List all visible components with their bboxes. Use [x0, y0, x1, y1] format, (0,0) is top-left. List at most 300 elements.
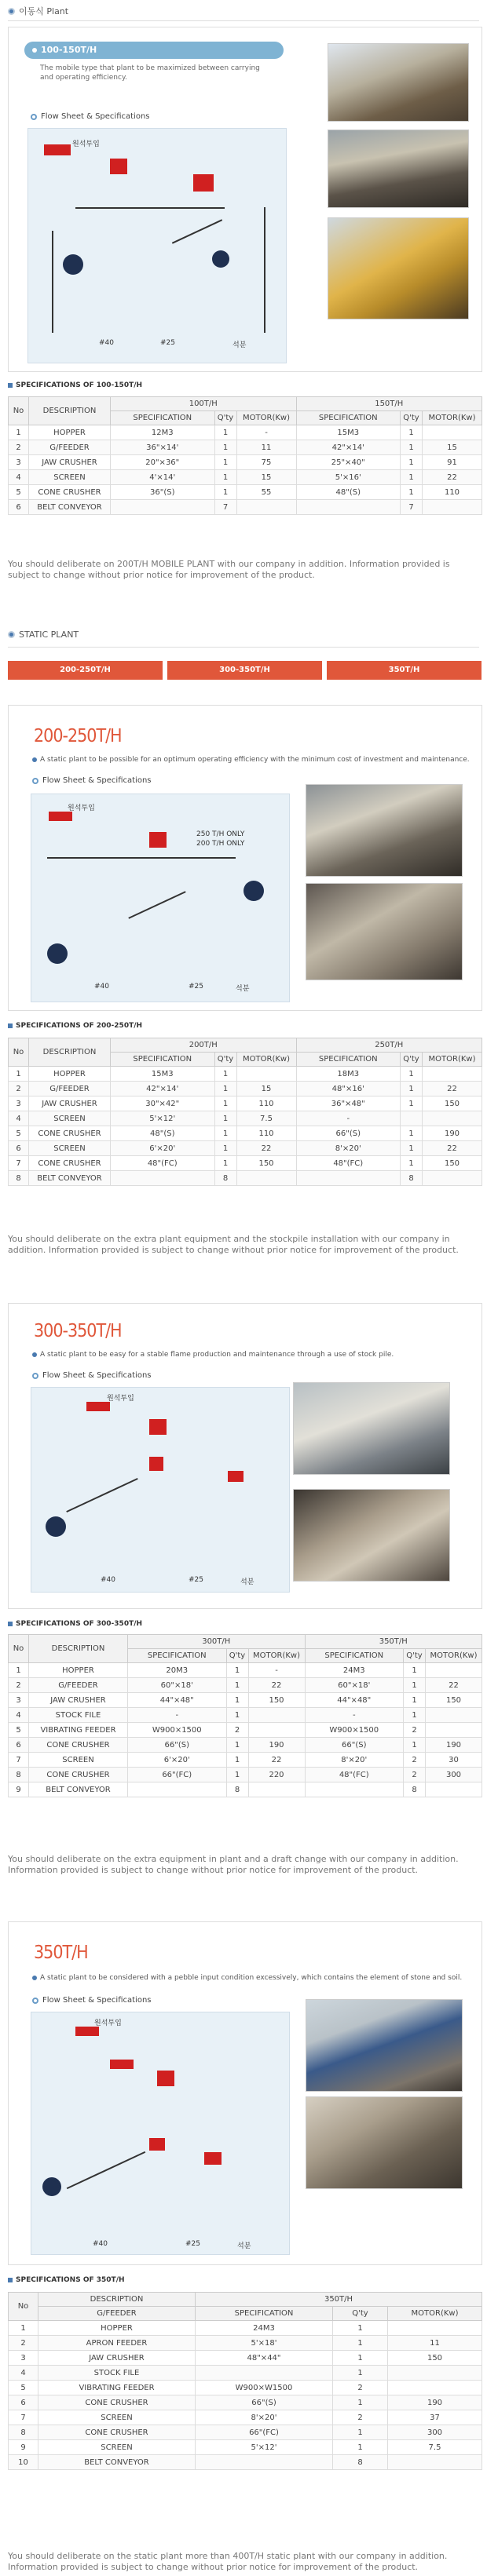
- table-cell: 36"(S): [111, 485, 215, 500]
- table-cell: 42"×14': [111, 1082, 215, 1096]
- table-row: [9, 455, 482, 470]
- table-cell: 1: [214, 1111, 236, 1126]
- crusher-shape: [46, 1516, 66, 1537]
- table-cell: 15M3: [296, 425, 401, 440]
- header-motor: MOTOR(Kw): [388, 2307, 482, 2321]
- header-motor: MOTOR(Kw): [248, 1649, 305, 1663]
- table-cell: 1: [401, 1156, 423, 1171]
- table-cell: 1: [401, 1082, 423, 1096]
- table-cell: 110: [236, 1096, 296, 1111]
- table-cell: 150: [423, 1096, 482, 1111]
- table-cell: 1: [214, 470, 236, 485]
- table-cell: BELT CONVEYOR: [29, 1782, 128, 1797]
- table-cell: BELT CONVEYOR: [29, 500, 111, 515]
- table-cell: 1: [9, 2321, 38, 2336]
- cone-crusher-shape: [149, 2138, 165, 2151]
- table-cell: 3: [9, 2351, 38, 2366]
- table-row: [9, 2425, 482, 2440]
- table-row: [9, 2455, 482, 2470]
- table-cell: 5: [9, 1723, 29, 1738]
- table-cell: 1: [226, 1693, 248, 1708]
- table-cell: G/FEEDER: [29, 440, 111, 455]
- table-cell: 1: [401, 1126, 423, 1141]
- circle-icon: [32, 778, 38, 784]
- cone-crusher-shape: [149, 1457, 163, 1471]
- output-40-label: #40: [99, 339, 114, 347]
- table-cell: 8'×20': [305, 1753, 404, 1768]
- raw-input-label: 원석투입: [72, 140, 100, 148]
- table-cell: 66"(S): [296, 1126, 401, 1141]
- table-cell: 1: [226, 1708, 248, 1723]
- table-row: [9, 1753, 482, 1768]
- capacity-pill: 100-150T/H: [24, 42, 284, 59]
- table-cell: 7.5: [388, 2440, 482, 2455]
- table-cell: 150: [423, 1156, 482, 1171]
- table-cell: 48"(S): [111, 1126, 215, 1141]
- table-cell: 5'×16': [296, 470, 401, 485]
- spec-table-mobile: [8, 396, 482, 515]
- table-cell: 75: [236, 455, 296, 470]
- table-cell: HOPPER: [29, 1663, 128, 1678]
- table-cell: 48"×44": [196, 2351, 333, 2366]
- table-cell: 1: [214, 485, 236, 500]
- table-cell: VIBRATING FEEDER: [29, 1723, 128, 1738]
- table-cell: 30"×42": [111, 1096, 215, 1111]
- square-icon: [8, 1622, 13, 1626]
- spec-title: SPECIFICATIONS OF 100-150T/H: [8, 381, 142, 389]
- table-cell: 1: [226, 1768, 248, 1782]
- table-cell: 20"×36": [111, 455, 215, 470]
- jaw-crusher-shape: [149, 832, 167, 848]
- footnote: You should deliberate on the extra equipment in plant and a draft change with our company in addition. Information provided is subject to change without prior notice for improvement of the product.: [8, 1854, 459, 1875]
- table-cell: 300: [426, 1768, 482, 1782]
- feeder-shape: [110, 2060, 134, 2069]
- table-cell: 1: [404, 1738, 426, 1753]
- table-row: [9, 1171, 482, 1186]
- table-cell: [296, 500, 401, 515]
- table-cell: -: [296, 1111, 401, 1126]
- table-cell: 7.5: [236, 1111, 296, 1126]
- table-cell: 66"(FC): [196, 2425, 333, 2440]
- table-cell: 8: [214, 1171, 236, 1186]
- flow-sheet-title: Flow Sheet & Specifications: [32, 1996, 152, 2005]
- header-description: DESCRIPTION: [38, 2293, 196, 2307]
- table-cell: 55: [236, 485, 296, 500]
- table-cell: [111, 1171, 215, 1186]
- table-cell: 3: [9, 1096, 29, 1111]
- table-cell: 12M3: [111, 425, 215, 440]
- table-cell: CONE CRUSHER: [29, 1126, 111, 1141]
- crusher-shape: [228, 1471, 244, 1482]
- table-cell: 1: [404, 1693, 426, 1708]
- table-cell: 190: [426, 1738, 482, 1753]
- conveyor-line: [52, 231, 53, 333]
- table-cell: 7: [9, 1156, 29, 1171]
- table-cell: [388, 2321, 482, 2336]
- plant-title: 350T/H: [34, 1943, 88, 1963]
- table-cell: 1: [333, 2366, 388, 2381]
- table-cell: 1: [404, 1663, 426, 1678]
- table-cell: 5: [9, 485, 29, 500]
- table-cell: 4: [9, 1708, 29, 1723]
- table-cell: 22: [248, 1753, 305, 1768]
- note-250-only: 250 T/H ONLY: [196, 830, 245, 838]
- mobile-plant-box: [8, 27, 482, 372]
- flow-diagram: [31, 1387, 290, 1593]
- table-row: [9, 1111, 482, 1126]
- table-cell: 15M3: [111, 1067, 215, 1082]
- table-cell: 11: [388, 2336, 482, 2351]
- table-cell: 1: [214, 1082, 236, 1096]
- table-cell: W900×1500: [305, 1723, 404, 1738]
- table-cell: 8'×20': [196, 2410, 333, 2425]
- table-cell: 48"×16': [296, 1082, 401, 1096]
- table-cell: 2: [9, 2336, 38, 2351]
- spec-title: SPECIFICATIONS OF 300-350T/H: [8, 1620, 142, 1628]
- output-40-label: #40: [101, 1576, 115, 1584]
- table-cell: [423, 425, 482, 440]
- table-row: [9, 2395, 482, 2410]
- table-cell: 25"×40": [296, 455, 401, 470]
- circle-icon: [32, 1373, 38, 1379]
- header-motor: MOTOR(Kw): [426, 1649, 482, 1663]
- table-cell: HOPPER: [38, 2321, 196, 2336]
- header-spec: SPECIFICATION: [128, 1649, 227, 1663]
- table-cell: 44"×48": [305, 1693, 404, 1708]
- table-cell: 22: [236, 1141, 296, 1156]
- plant-note: A static plant to be easy for a stable flame production and maintenance through a use of stock pile.: [32, 1351, 394, 1359]
- table-cell: CONE CRUSHER: [29, 1738, 128, 1753]
- header-capacity: 100T/H: [111, 397, 297, 411]
- table-cell: 1: [214, 440, 236, 455]
- table-cell: SCREEN: [29, 1111, 111, 1126]
- flow-diagram: [31, 794, 290, 1002]
- table-cell: 66"(S): [196, 2395, 333, 2410]
- section-title-mobile: 이동식 Plant: [8, 5, 68, 17]
- table-cell: 22: [423, 1082, 482, 1096]
- header-qty: Q'ty: [214, 411, 236, 425]
- plant-350-box: [8, 1921, 482, 2265]
- bullet-icon: [8, 631, 15, 638]
- plant-note: A static plant to be possible for an optimum operating efficiency with the minimum cost of investment and maintenance.: [32, 756, 470, 764]
- output-sand-label: 석분: [233, 341, 247, 349]
- table-cell: -: [248, 1663, 305, 1678]
- table-cell: 1: [226, 1678, 248, 1693]
- table-cell: [236, 1171, 296, 1186]
- crusher-shape: [204, 2152, 222, 2165]
- table-cell: 5'×12': [196, 2440, 333, 2455]
- table-cell: 36"×14': [111, 440, 215, 455]
- table-cell: SCREEN: [38, 2440, 196, 2455]
- table-row: [9, 2440, 482, 2455]
- table-cell: HOPPER: [29, 1067, 111, 1082]
- table-cell: 8: [401, 1171, 423, 1186]
- header-qty: Q'ty: [401, 1053, 423, 1067]
- circle-icon: [31, 114, 37, 120]
- raw-input-label: 원석투입: [68, 805, 95, 812]
- table-cell: 1: [214, 1096, 236, 1111]
- table-cell: 1: [333, 2351, 388, 2366]
- table-cell: [423, 1111, 482, 1126]
- header-spec: SPECIFICATION: [196, 2307, 333, 2321]
- table-cell: 1: [214, 455, 236, 470]
- flow-sheet-title: Flow Sheet & Specifications: [32, 776, 152, 785]
- output-sand-label: 석분: [236, 985, 250, 993]
- table-cell: 48"(FC): [305, 1768, 404, 1782]
- table-cell: 5: [9, 2381, 38, 2395]
- table-cell: 8: [9, 2425, 38, 2440]
- table-cell: 8: [9, 1171, 29, 1186]
- table-cell: 2: [226, 1723, 248, 1738]
- table-cell: 8: [9, 1768, 29, 1782]
- table-cell: 48"(FC): [296, 1156, 401, 1171]
- table-cell: 8: [404, 1782, 426, 1797]
- header-spec: SPECIFICATION: [111, 1053, 215, 1067]
- table-row: [9, 1723, 482, 1738]
- table-cell: 3: [9, 1693, 29, 1708]
- table-cell: SCREEN: [29, 470, 111, 485]
- header-no: No: [9, 2293, 38, 2321]
- table-cell: [248, 1708, 305, 1723]
- table-cell: 6: [9, 2395, 38, 2410]
- table-cell: [423, 1067, 482, 1082]
- table-cell: 3: [9, 455, 29, 470]
- table-cell: JAW CRUSHER: [38, 2351, 196, 2366]
- conveyor-line: [264, 207, 265, 333]
- table-row: [9, 1067, 482, 1082]
- table-cell: [111, 500, 215, 515]
- header-spec: SPECIFICATION: [111, 411, 215, 425]
- table-cell: 20M3: [128, 1663, 227, 1678]
- header-motor: MOTOR(Kw): [423, 1053, 482, 1067]
- dot-icon: [32, 1976, 37, 1980]
- header-description: DESCRIPTION: [29, 1038, 111, 1067]
- table-cell: 150: [248, 1693, 305, 1708]
- table-cell: BELT CONVEYOR: [29, 1171, 111, 1186]
- table-cell: 18M3: [296, 1067, 401, 1082]
- table-cell: 2: [9, 440, 29, 455]
- plant-photo: [306, 883, 463, 980]
- table-row: [9, 2351, 482, 2366]
- table-cell: 91: [423, 455, 482, 470]
- table-cell: G/FEEDER: [29, 1082, 111, 1096]
- table-cell: 60"×18': [128, 1678, 227, 1693]
- table-cell: [196, 2455, 333, 2470]
- output-sand-label: 석분: [240, 1578, 254, 1586]
- table-cell: [426, 1723, 482, 1738]
- table-cell: 1: [333, 2425, 388, 2440]
- table-cell: [236, 500, 296, 515]
- output-25-label: #25: [185, 2240, 200, 2248]
- table-cell: 8: [333, 2455, 388, 2470]
- tab-200-250[interactable]: 200-250T/H: [8, 661, 163, 680]
- hopper-shape: [44, 144, 71, 155]
- table-cell: 22: [423, 470, 482, 485]
- table-cell: 9: [9, 2440, 38, 2455]
- dot-icon: [32, 757, 37, 762]
- table-cell: HOPPER: [29, 425, 111, 440]
- spec-table-200: [8, 1038, 482, 1186]
- table-cell: 7: [9, 1753, 29, 1768]
- header-qty: Q'ty: [214, 1053, 236, 1067]
- table-cell: 1: [401, 1141, 423, 1156]
- header-spec: SPECIFICATION: [305, 1649, 404, 1663]
- table-cell: 1: [404, 1678, 426, 1693]
- table-row: [9, 1708, 482, 1723]
- table-cell: STOCK FILE: [29, 1708, 128, 1723]
- table-cell: 7: [214, 500, 236, 515]
- header-no: No: [9, 1038, 29, 1067]
- table-cell: [426, 1708, 482, 1723]
- table-cell: [305, 1782, 404, 1797]
- plant-300-box: [8, 1303, 482, 1609]
- table-cell: STOCK FILE: [38, 2366, 196, 2381]
- header-capacity: 250T/H: [296, 1038, 482, 1053]
- raw-input-label: 원석투입: [94, 2020, 122, 2027]
- table-row: [9, 2336, 482, 2351]
- header-capacity: 350T/H: [305, 1635, 482, 1649]
- plant-photo: [328, 217, 469, 319]
- crusher-shape: [212, 250, 229, 268]
- flow-sheet-title: Flow Sheet & Specifications: [31, 112, 150, 121]
- table-cell: 150: [236, 1156, 296, 1171]
- output-40-label: #40: [93, 2240, 108, 2248]
- table-row: [9, 1126, 482, 1141]
- table-cell: 2: [404, 1768, 426, 1782]
- cone-crusher-shape: [193, 174, 214, 192]
- table-cell: 15: [236, 470, 296, 485]
- tab-300-350[interactable]: 300-350T/H: [167, 661, 322, 680]
- jaw-crusher-shape: [157, 2071, 174, 2086]
- table-cell: SCREEN: [29, 1753, 128, 1768]
- table-cell: 150: [426, 1693, 482, 1708]
- table-cell: CONE CRUSHER: [38, 2425, 196, 2440]
- table-cell: 190: [248, 1738, 305, 1753]
- conveyor-line: [75, 207, 225, 209]
- header-no: No: [9, 397, 29, 425]
- table-cell: 6'×20': [128, 1753, 227, 1768]
- table-cell: APRON FEEDER: [38, 2336, 196, 2351]
- table-cell: [236, 1067, 296, 1082]
- table-cell: 2: [333, 2410, 388, 2425]
- table-cell: 1: [226, 1753, 248, 1768]
- conveyor-line: [47, 857, 236, 859]
- raw-input-label: 원석투입: [107, 1395, 134, 1403]
- table-cell: SCREEN: [29, 1141, 111, 1156]
- table-cell: 15: [423, 440, 482, 455]
- table-cell: 48"(FC): [111, 1156, 215, 1171]
- table-row: [9, 1141, 482, 1156]
- header-qty: Q'ty: [401, 411, 423, 425]
- table-cell: JAW CRUSHER: [29, 455, 111, 470]
- table-row: [9, 425, 482, 440]
- header-motor: MOTOR(Kw): [423, 411, 482, 425]
- table-cell: 36"×48": [296, 1096, 401, 1111]
- table-cell: [248, 1723, 305, 1738]
- table-cell: [401, 1111, 423, 1126]
- table-cell: 24M3: [305, 1663, 404, 1678]
- table-cell: [423, 1171, 482, 1186]
- table-cell: -: [236, 425, 296, 440]
- hopper-shape: [86, 1402, 110, 1411]
- table-cell: 1: [9, 425, 29, 440]
- table-row: [9, 470, 482, 485]
- plant-photo: [328, 43, 469, 122]
- table-cell: JAW CRUSHER: [29, 1693, 128, 1708]
- table-cell: JAW CRUSHER: [29, 1096, 111, 1111]
- section-title-static: STATIC PLANT: [8, 629, 79, 640]
- plant-200-box: [8, 705, 482, 1011]
- dot-icon: [32, 1352, 37, 1357]
- spec-table-350: [8, 2292, 482, 2470]
- circle-icon: [32, 1998, 38, 2004]
- header-capacity: 350T/H: [196, 2293, 482, 2307]
- table-cell: CONE CRUSHER: [29, 485, 111, 500]
- table-cell: 6: [9, 1141, 29, 1156]
- plant-title: 300-350T/H: [34, 1321, 122, 1341]
- table-row: [9, 1678, 482, 1693]
- footnote: You should deliberate on 200T/H MOBILE PLANT with our company in addition. Information provided is subject to change without prior notice for improvement of the product.: [8, 559, 450, 580]
- footnote: You should deliberate on the static plant more than 400T/H static plant with our company in addition. Information provided is subject to change without prior notice for improvement of the product.: [8, 2551, 448, 2572]
- crusher-shape: [47, 943, 68, 964]
- table-cell: 6: [9, 1738, 29, 1753]
- note-200-only: 200 T/H ONLY: [196, 840, 245, 848]
- table-cell: 4: [9, 2366, 38, 2381]
- table-row: [9, 1738, 482, 1753]
- table-cell: 2: [9, 1082, 29, 1096]
- spec-title: SPECIFICATIONS OF 350T/H: [8, 2276, 125, 2284]
- table-cell: 30: [426, 1753, 482, 1768]
- plant-photo: [328, 130, 469, 208]
- table-cell: [426, 1782, 482, 1797]
- table-row: [9, 2366, 482, 2381]
- plant-photo: [306, 784, 463, 877]
- table-cell: G/FEEDER: [29, 1678, 128, 1693]
- divider: [8, 20, 479, 21]
- table-cell: [426, 1663, 482, 1678]
- footnote: You should deliberate on the extra plant equipment and the stockpile installation with our company in addition. Information provided is subject to change without prior notice for improvement of the product.: [8, 1234, 459, 1255]
- tab-350[interactable]: 350T/H: [327, 661, 482, 680]
- table-cell: 1: [226, 1738, 248, 1753]
- header-capacity: 300T/H: [128, 1635, 306, 1649]
- table-cell: 5: [9, 1126, 29, 1141]
- table-cell: 4: [9, 470, 29, 485]
- square-icon: [8, 1023, 13, 1028]
- table-row: [9, 1096, 482, 1111]
- table-row: [9, 2381, 482, 2395]
- header-qty: Q'ty: [333, 2307, 388, 2321]
- table-cell: W900×1500: [128, 1723, 227, 1738]
- square-icon: [8, 383, 13, 388]
- hopper-shape: [75, 2027, 99, 2036]
- header-spec: SPECIFICATION: [296, 411, 401, 425]
- table-row: [9, 2410, 482, 2425]
- output-40-label: #40: [94, 983, 109, 991]
- table-cell: 300: [388, 2425, 482, 2440]
- spec-title: SPECIFICATIONS OF 200-250T/H: [8, 1022, 142, 1030]
- table-row: [9, 500, 482, 515]
- table-cell: 1: [214, 1126, 236, 1141]
- flow-sheet-title: Flow Sheet & Specifications: [32, 1371, 152, 1380]
- table-cell: 22: [426, 1678, 482, 1693]
- table-cell: 2: [404, 1723, 426, 1738]
- table-cell: 2: [9, 1678, 29, 1693]
- table-cell: [128, 1782, 227, 1797]
- table-cell: 4'×14': [111, 470, 215, 485]
- table-cell: 24M3: [196, 2321, 333, 2336]
- table-cell: 1: [404, 1708, 426, 1723]
- table-cell: 1: [214, 425, 236, 440]
